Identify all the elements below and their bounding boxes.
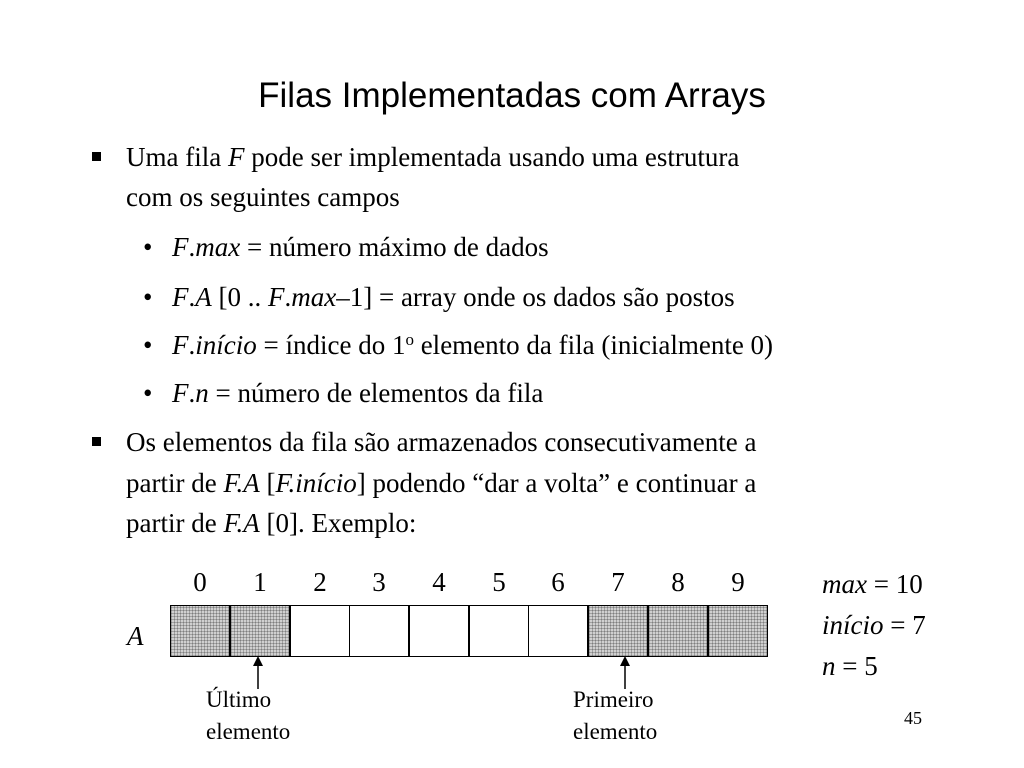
sub-item-max: F.max = número máximo de dados [172,232,549,262]
sub-item-n: F.n = número de elementos da fila [172,378,544,408]
bullet-2-line-3: partir de F.A [0]. Exemplo: [126,508,417,538]
square-bullet-icon [92,152,101,161]
array-cell [528,605,588,657]
bullet-2-line-1: Os elementos da fila são armazenados consecutivamente a [126,427,757,457]
first-element-caption: elemento [573,719,658,744]
array-cell [170,605,230,657]
array-index: 9 [731,567,745,597]
first-element-caption: Primeiro [573,687,654,712]
bullet-1-line-2: com os seguintes campos [126,182,400,212]
dot-bullet-icon: • [143,378,153,408]
array-label: A [127,621,144,651]
array-index: 3 [372,567,386,597]
dot-bullet-icon: • [143,330,153,360]
array-index: 7 [611,567,625,597]
array-index: 8 [671,567,685,597]
bullet-2-line-2: partir de F.A [F.início] podendo “dar a volta” e continuar a [126,468,757,498]
array-index: 5 [492,567,506,597]
array-cell [708,605,768,657]
dot-bullet-icon: • [143,232,153,262]
array-cell [409,605,469,657]
max-value: max = 10 [822,569,923,599]
array-index: 6 [551,567,565,597]
last-element-caption: elemento [206,719,291,744]
n-value: n = 5 [822,651,878,681]
inicio-value: início = 7 [822,610,926,640]
array-cell [349,605,409,657]
square-bullet-icon [92,437,101,446]
array-index: 0 [193,567,207,597]
slide-title: Filas Implementadas com Arrays [258,76,766,115]
array-cell [290,605,350,657]
bullet-1-line-1: Uma fila F pode ser implementada usando uma estrutura [126,142,740,172]
array-index: 2 [313,567,327,597]
sub-item-array: F.A [0 .. F.max–1] = array onde os dados são postos [172,282,735,312]
array-index: 4 [432,567,446,597]
array-index: 1 [253,567,267,597]
page-number: 45 [904,708,922,728]
dot-bullet-icon: • [143,282,153,312]
array-cell [469,605,529,657]
array-cell [588,605,648,657]
last-element-caption: Último [206,687,272,712]
array-cell [648,605,708,657]
array-cell [230,605,290,657]
sub-item-inicio: F.início = índice do 1$^o$ elemento da fila (inicialmente 0) [172,330,774,360]
